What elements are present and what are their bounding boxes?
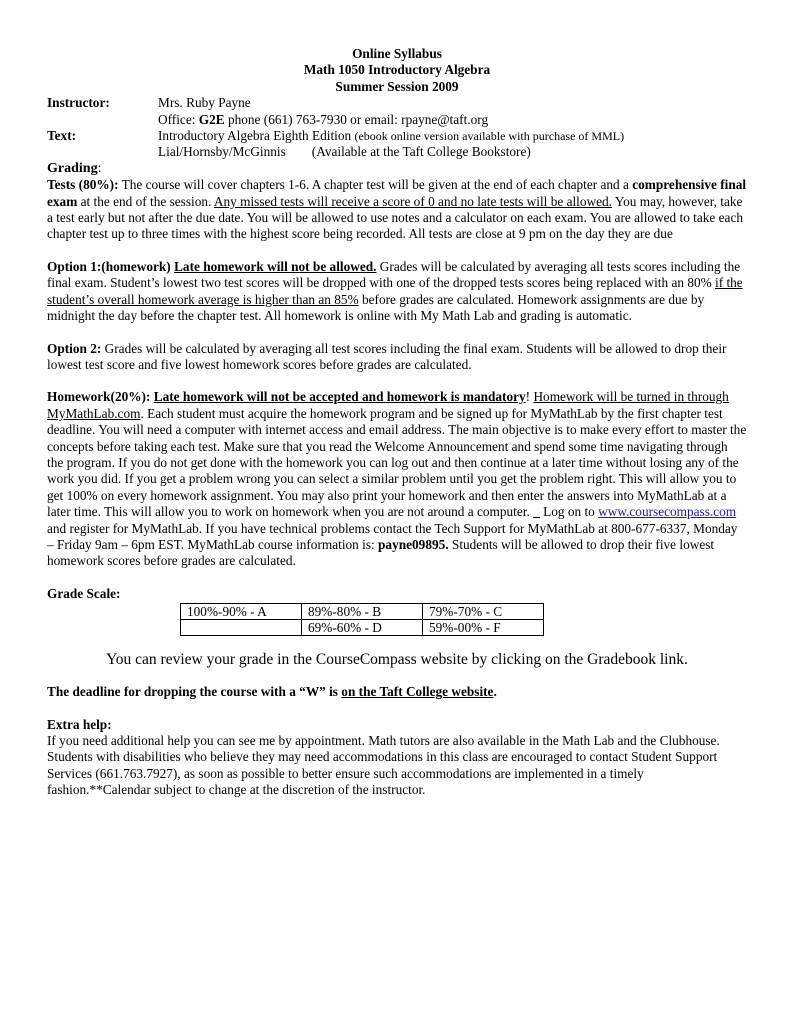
grading-heading: Grading: xyxy=(47,160,102,176)
review-note: You can review your grade in the CourseCompass website by clicking on the Gradebook link. xyxy=(106,651,688,669)
option1-paragraph: Option 1:(homework) Late homework will not be allowed. Grades will be calculated by averaging all tests scores including the final exam. Student’s lowest two test scores will be dropped with one of the dropped tests scores being replaced with an 80% if the student’s overall homework average is higher than an 85% before grades are calculated. Homework assignments are due by midnight the day before the chapter test. All homework is online with My Math Lab and grading is automatic. xyxy=(47,258,743,324)
office-row xyxy=(47,112,747,128)
title-line-2: Math 1050 Introductory Algebra xyxy=(303,62,491,78)
coursecompass-link[interactable]: www.coursecompass.com xyxy=(598,504,737,520)
authors-row xyxy=(47,144,747,160)
grade-scale-label: Grade Scale: xyxy=(47,585,121,601)
homework-paragraph: Homework(20%): Late homework will not be accepted and homework is mandatory! Homework will be turned in through MyMathLab.com. Each student must acquire the homework program and be signed up for MyMathLab by the first chapter test deadline. You will need a computer with internet access and email address. The main objective is to make every effort to master the concepts before taking each test. Make sure that you read the Welcome Announcement and spend some time navigating through the program. If you do not get done with the homework you can log out and then continue at a later time without losing any of the work you did. If you get a problem wrong you can select a similar problem until you get the problem right. This will allow you to get 100% on every homework assignment. You may also print your homework and then enter the answers into MyMathLab at a later time. This will allow you to work on homework when you are not around a computer. _ Log on to www.coursecompass.com and register for MyMathLab. If you have technical problems contact the Tech Support for MyMathLab at 800-677-6337, Monday – Friday 9am – 6pm EST. MyMathLab course information is: payne09895. Students will be allowed to drop their five lowest homework scores before grades are calculated. xyxy=(47,389,747,569)
syllabus-page xyxy=(47,46,747,799)
office-info: Office: G2E phone (661) 763-7930 or email: rpayne@taft.org xyxy=(158,111,489,127)
text-row xyxy=(47,128,747,144)
grade-cell: 79%-70% - C xyxy=(423,604,544,620)
grade-cell xyxy=(181,620,302,636)
table-row xyxy=(181,620,544,636)
table-row xyxy=(181,604,544,620)
instructor-row xyxy=(47,95,747,111)
instructor-name: Mrs. Ruby Payne xyxy=(158,95,251,111)
option2-paragraph: Option 2: Grades will be calculated by averaging all test scores including the final exam. Students will be allowed to drop their lowest test score and five lowest homework scores before grades are calculated. xyxy=(47,340,727,372)
grade-cell: 89%-80% - B xyxy=(302,604,423,620)
grade-cell: 59%-00% - F xyxy=(423,620,544,636)
tests-paragraph: Tests (80%): The course will cover chapters 1-6. A chapter test will be given at the end of each chapter and a comprehensive final exam at the end of the session. Any missed tests will receive a score of 0 and no late tests will be allowed. You may, however, take a test early but not after the due date. You will be allowed to use notes and a calculator on each exam. You are allowed to take each chapter test up to three times with the highest score being recorded. All tests are close at 9 pm on the day they are due xyxy=(47,177,747,242)
extra-help-label: Extra help: xyxy=(47,716,112,732)
grade-cell: 69%-60% - D xyxy=(302,620,423,636)
title-line-3: Summer Session 2009 xyxy=(335,78,459,94)
text-label: Text: xyxy=(47,128,77,144)
instructor-label: Instructor: xyxy=(47,95,110,111)
textbook-authors: Lial/Hornsby/McGinnis (Available at the Taft College Bookstore) xyxy=(158,144,531,160)
grade-scale-table xyxy=(180,603,544,636)
drop-deadline: The deadline for dropping the course with a “W” is on the Taft College website. xyxy=(47,684,497,700)
grade-cell: 100%-90% - A xyxy=(181,604,302,620)
extra-help-paragraph: If you need additional help you can see me by appointment. Math tutors are also available in the Math Lab and the Clubhouse. Students with disabilities who believe they may need accommodations in this class are encouraged to contact Student Support Services (661.763.7927), as soon as possible to better ensure such accommodations are implemented in a timely fashion.**Calendar subject to change at the discretion of the instructor. xyxy=(47,733,720,798)
textbook-title: Introductory Algebra Eighth Edition (ebook online version available with purchase of MML) xyxy=(158,128,625,144)
title-line-1: Online Syllabus xyxy=(352,46,442,61)
